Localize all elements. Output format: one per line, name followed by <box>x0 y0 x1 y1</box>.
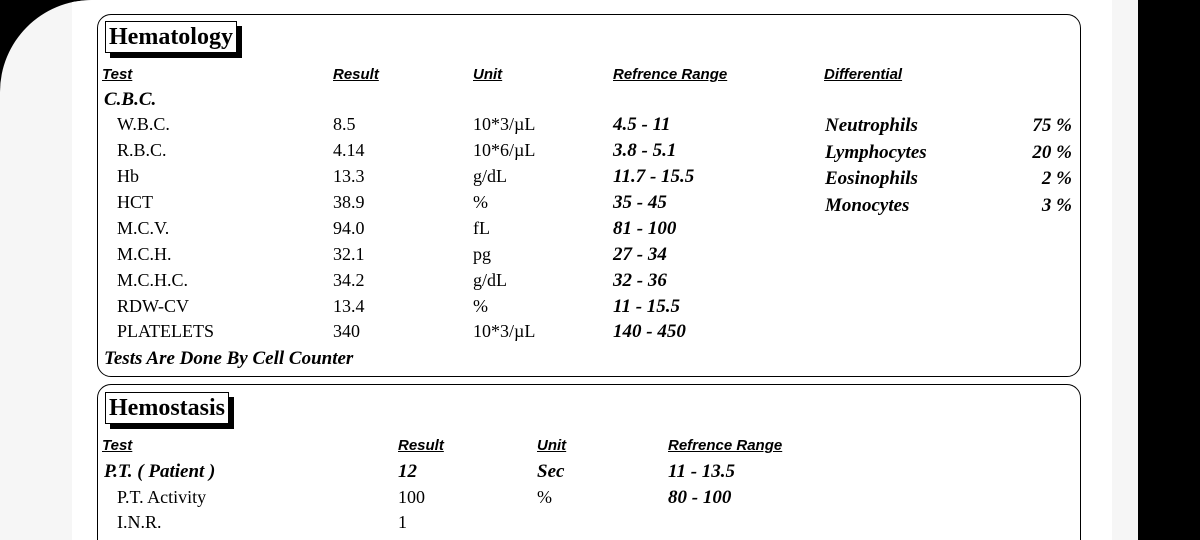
test-range: 80 - 100 <box>668 487 732 508</box>
test-name: RDW-CV <box>117 296 189 316</box>
test-unit: 10*6/µL <box>473 140 536 160</box>
test-result: 12 <box>398 461 417 482</box>
test-unit: g/dL <box>473 270 507 290</box>
test-name: R.B.C. <box>117 140 167 160</box>
hematology-header-differential: Differential <box>824 66 903 83</box>
test-unit: 10*3/µL <box>473 321 536 341</box>
differential-name: Lymphocytes <box>825 142 927 163</box>
test-name: Hb <box>117 166 139 186</box>
differential-name: Neutrophils <box>825 115 918 136</box>
test-name: P.T. Activity <box>117 487 207 507</box>
test-unit: % <box>473 296 488 316</box>
test-name: PLATELETS <box>117 321 214 341</box>
test-name: M.C.H.C. <box>117 270 189 290</box>
hematology-header-unit: Unit <box>473 66 503 83</box>
test-result: 340 <box>333 321 360 341</box>
hematology-header-test: Test <box>102 66 133 83</box>
differential-name: Eosinophils <box>825 168 918 189</box>
differential-value: 75 % <box>1032 115 1072 136</box>
hematology-footer-note: Tests Are Done By Cell Counter <box>104 348 354 369</box>
test-result: 4.14 <box>333 140 365 160</box>
hematology-title: Hematology <box>105 21 237 53</box>
test-name: M.C.V. <box>117 218 170 238</box>
test-result: 13.3 <box>333 166 365 186</box>
hemostasis-header-test: Test <box>102 437 133 454</box>
test-unit: Sec <box>537 461 565 482</box>
hemostasis-header-range: Refrence Range <box>668 437 783 454</box>
navigation-bar <box>1138 0 1200 540</box>
differential-name: Monocytes <box>825 195 910 216</box>
test-result: 100 <box>398 487 425 507</box>
test-range: 4.5 - 11 <box>613 114 671 135</box>
test-name: W.B.C. <box>117 114 170 134</box>
test-name: HCT <box>117 192 153 212</box>
differential-value: 20 % <box>1032 142 1072 163</box>
test-result: 38.9 <box>333 192 365 212</box>
hematology-section <box>97 14 1081 377</box>
test-range: 81 - 100 <box>613 218 677 239</box>
test-name: I.N.R. <box>117 512 162 532</box>
hemostasis-title: Hemostasis <box>105 392 229 424</box>
differential-value: 3 % <box>1041 195 1072 216</box>
test-range: 27 - 34 <box>613 244 667 265</box>
hematology-header-range: Refrence Range <box>613 66 728 83</box>
test-result: 13.4 <box>333 296 365 316</box>
test-name: M.C.H. <box>117 244 172 264</box>
test-result: 8.5 <box>333 114 356 134</box>
test-unit: 10*3/µL <box>473 114 536 134</box>
test-unit: % <box>473 192 488 212</box>
test-name: P.T. ( Patient ) <box>104 461 216 482</box>
test-unit: % <box>537 487 552 507</box>
hemostasis-section <box>97 384 1081 540</box>
hemostasis-header-result: Result <box>398 437 444 454</box>
test-range: 35 - 45 <box>613 192 667 213</box>
hematology-header-result: Result <box>333 66 379 83</box>
test-range: 11.7 - 15.5 <box>613 166 695 187</box>
test-range: 32 - 36 <box>613 270 667 291</box>
hemostasis-header-unit: Unit <box>537 437 567 454</box>
test-range: 140 - 450 <box>613 321 686 342</box>
test-result: 34.2 <box>333 270 365 290</box>
test-unit: pg <box>473 244 491 264</box>
test-range: 11 - 13.5 <box>668 461 736 482</box>
test-result: 94.0 <box>333 218 365 238</box>
differential-value: 2 % <box>1041 168 1072 189</box>
test-result: 32.1 <box>333 244 365 264</box>
test-unit: fL <box>473 218 490 238</box>
test-unit: g/dL <box>473 166 507 186</box>
test-range: 3.8 - 5.1 <box>613 140 677 161</box>
test-result: 1 <box>398 512 407 532</box>
cbc-group-label: C.B.C. <box>104 89 157 110</box>
test-range: 11 - 15.5 <box>613 296 681 317</box>
